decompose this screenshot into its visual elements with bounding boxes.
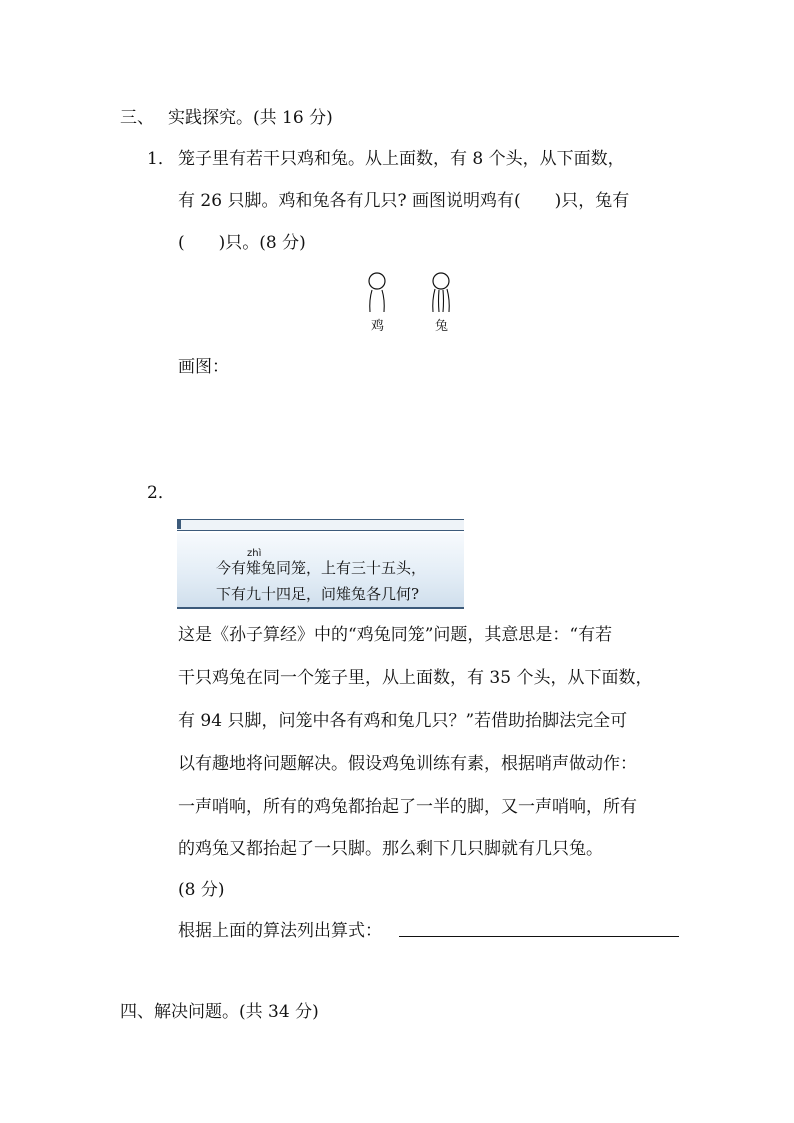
chicken-head-icon bbox=[369, 273, 385, 289]
rabbit-leg-icon bbox=[439, 290, 440, 312]
chicken-leg-icon bbox=[370, 290, 372, 312]
formula-label: 根据上面的算法列出算式： bbox=[178, 921, 382, 941]
quote-line: 下有九十四足，问雉兔各几何? bbox=[216, 585, 420, 603]
paragraph-line: 以有趣地将问题解决。假设鸡兔训练有素，根据哨声做动作： bbox=[178, 754, 637, 774]
quote-box-bottom-bar bbox=[177, 607, 464, 609]
answer-blank-line[interactable] bbox=[399, 936, 679, 937]
quote-box bbox=[177, 519, 464, 609]
quote-box-top-bar bbox=[177, 519, 464, 531]
section-number: 三、 bbox=[120, 108, 154, 128]
chicken-label: 鸡 bbox=[371, 319, 385, 334]
paragraph-line: 干只鸡兔在同一个笼子里，从上面数，有 35 个头，从下面数， bbox=[178, 668, 653, 688]
pinyin-annotation: zhì bbox=[247, 548, 262, 559]
figure-drawing bbox=[360, 270, 470, 316]
paragraph-line: 一声哨响，所有的鸡兔都抬起了一半的脚，又一声哨响，所有 bbox=[178, 797, 637, 817]
paragraph-line: 有 94 只脚，问笼中各有鸡和兔几只？”若借助抬脚法完全可 bbox=[178, 711, 628, 731]
question-text-line: 笼子里有若干只鸡和兔。从上面数，有 8 个头，从下面数， bbox=[178, 149, 625, 169]
draw-label: 画图： bbox=[178, 357, 229, 377]
question-text-line: ( )只。(8 分) bbox=[178, 233, 306, 253]
rabbit-leg-icon bbox=[443, 290, 444, 312]
paragraph-line: 的鸡兔又都抬起了一只脚。那么剩下几只脚就有几只兔。 bbox=[178, 839, 603, 859]
section-title: 四、解决问题。(共 34 分) bbox=[120, 1002, 319, 1022]
section-title: 实践探究。(共 16 分) bbox=[168, 108, 333, 128]
question-text-line: 有 26 只脚。鸡和兔各有几只? 画图说明鸡有( )只，兔有 bbox=[178, 191, 630, 211]
rabbit-leg-icon bbox=[433, 289, 435, 312]
question-number: 1． bbox=[147, 149, 175, 169]
rabbit-leg-icon bbox=[447, 289, 449, 312]
rabbit-label: 兔 bbox=[435, 319, 449, 334]
quote-box-edge bbox=[177, 519, 181, 529]
paragraph-line: 这是《孙子算经》中的“鸡兔同笼”问题，其意思是：“有若 bbox=[178, 625, 613, 645]
chicken-rabbit-figure bbox=[360, 270, 470, 340]
quote-line: 今有雉兔同笼，上有三十五头， bbox=[216, 559, 427, 577]
question-number: 2． bbox=[147, 483, 175, 503]
score-label: (8 分) bbox=[178, 880, 225, 900]
rabbit-head-icon bbox=[433, 273, 449, 289]
chicken-leg-icon bbox=[382, 290, 384, 312]
